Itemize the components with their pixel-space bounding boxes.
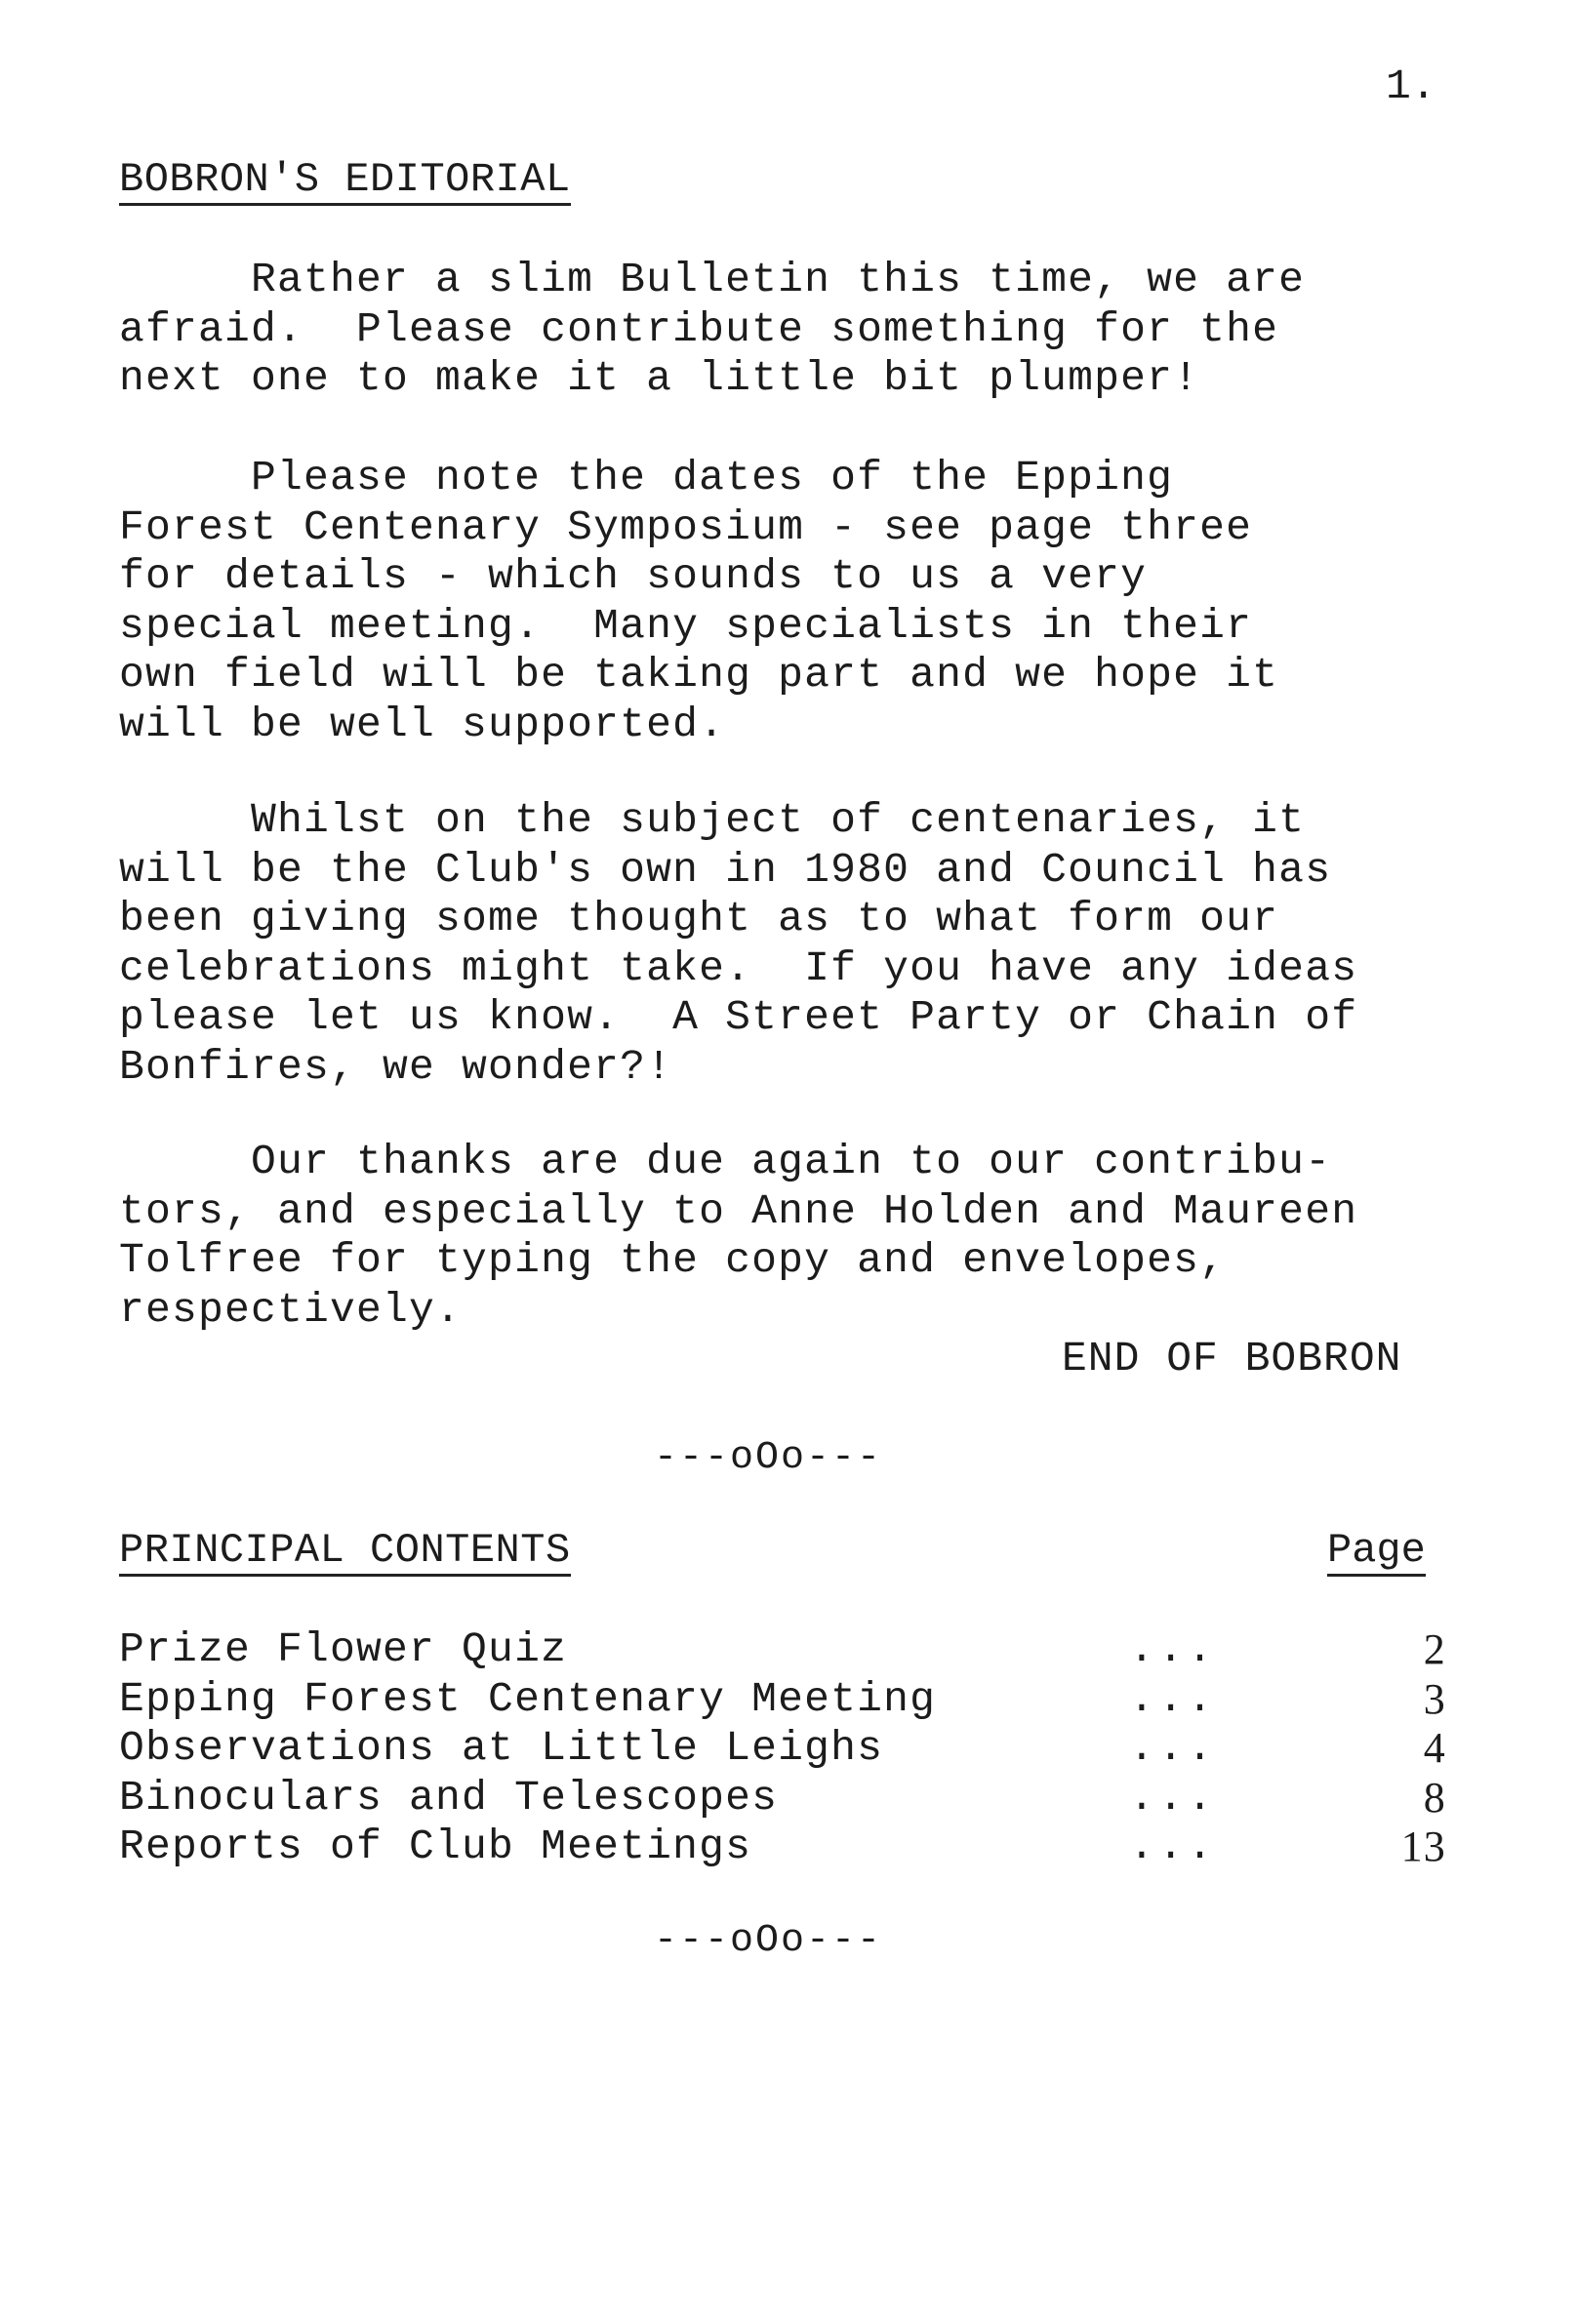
- contents-item-title: Observations at Little Leighs: [119, 1724, 884, 1772]
- contents-item: [119, 1675, 1446, 1725]
- contents-item-page: 13: [1400, 1823, 1446, 1870]
- editorial-signoff: END OF BOBRON: [1062, 1335, 1402, 1382]
- contents-item-leader: ...: [1129, 1773, 1217, 1822]
- contents-item-leader: ...: [1129, 1724, 1217, 1772]
- section-separator: ---oOo---: [654, 1436, 883, 1480]
- contents-item-page: 8: [1423, 1773, 1446, 1822]
- contents-item-page: 3: [1423, 1674, 1446, 1723]
- contents-item: [119, 1625, 1446, 1675]
- contents-page-column-heading: Page: [1327, 1527, 1426, 1577]
- section-separator: ---oOo---: [654, 1919, 883, 1963]
- editorial-paragraph-2: Please note the dates of the Epping Forest Centenary Symposium - see page three for details - which sounds to us a very special meeting. Many specialists in their own field will be taking part and we hope it will be well supported.: [119, 454, 1279, 748]
- contents-item: [119, 1774, 1446, 1823]
- contents-item-leader: ...: [1129, 1823, 1217, 1870]
- contents-item-page: 2: [1423, 1625, 1446, 1673]
- editorial-paragraph-1: Rather a slim Bulletin this time, we are afraid. Please contribute something for the next one to make it a little bit plumper!: [119, 256, 1306, 402]
- contents-item-title: Epping Forest Centenary Meeting: [119, 1674, 937, 1723]
- contents-heading: PRINCIPAL CONTENTS: [119, 1527, 571, 1577]
- page-number: 1.: [1386, 62, 1436, 110]
- contents-item: [119, 1823, 1446, 1872]
- contents-item-leader: ...: [1129, 1674, 1217, 1723]
- contents-item-page: 4: [1423, 1724, 1446, 1772]
- editorial-paragraph-3: Whilst on the subject of centenaries, it will be the Club's own in 1980 and Council has been giving some thought as to what form our celebrations might take. If you have any ideas please let us know. A Street Party or Chain of Bonfires, we wonder?!: [119, 796, 1358, 1091]
- editorial-heading: BOBRON'S EDITORIAL: [119, 156, 571, 206]
- contents-item-title: Reports of Club Meetings: [119, 1823, 752, 1870]
- contents-list: [119, 1625, 1446, 1872]
- contents-item: [119, 1724, 1446, 1774]
- contents-item-title: Binoculars and Telescopes: [119, 1773, 779, 1822]
- editorial-paragraph-4: Our thanks are due again to our contribu- tors, and especially to Anne Holden and Maureen Tolfree for typing the copy and envelopes, respectively.: [119, 1138, 1358, 1334]
- contents-item-leader: ...: [1129, 1625, 1217, 1673]
- contents-item-title: Prize Flower Quiz: [119, 1625, 568, 1673]
